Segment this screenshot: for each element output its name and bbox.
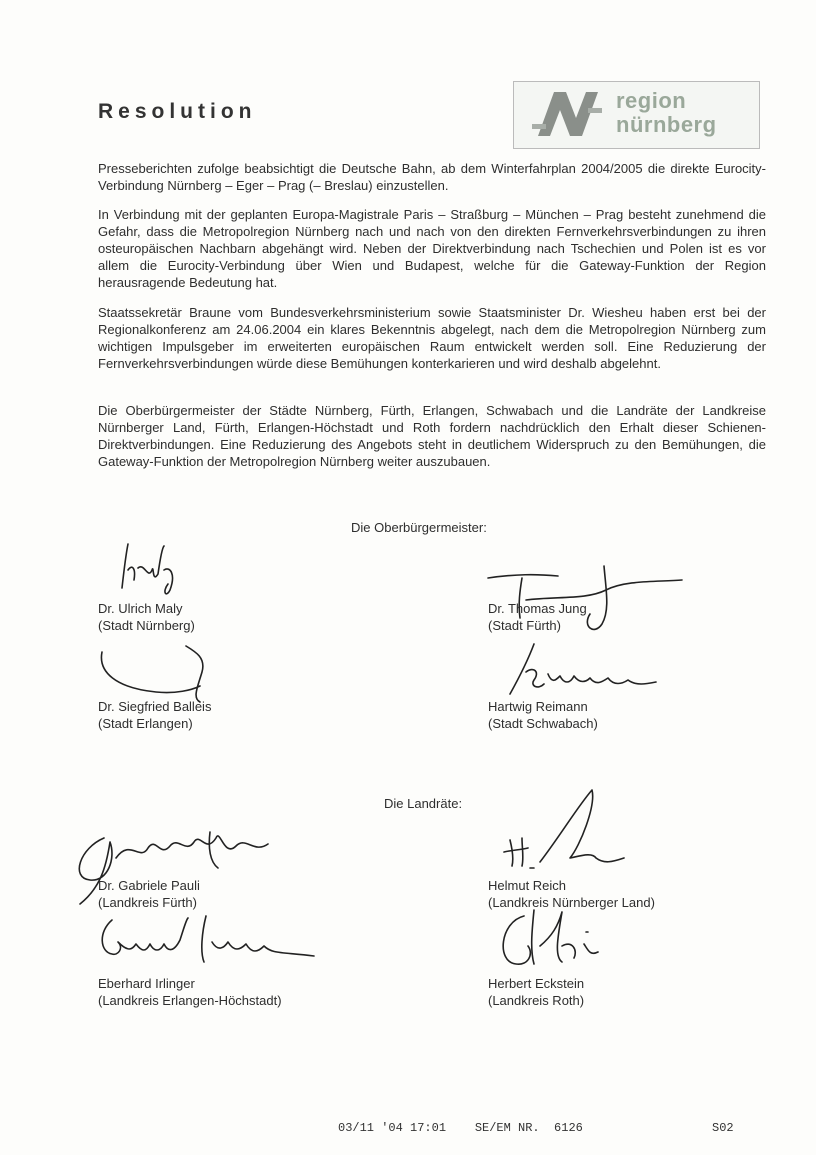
region-logo-mark-icon bbox=[528, 88, 608, 140]
district-head-4-block bbox=[488, 975, 584, 1009]
fax-transmission-footer: 03/11 '04 17:01 SE/EM NR. 6126 bbox=[338, 1121, 583, 1135]
paragraph-1: Presseberichten zufolge beabsichtigt die Deutsche Bahn, ab dem Winterfahrplan 2004/2005 die direkte Eurocity-Verbindung Nürnberg – Eger – Prag (– Breslau) einzustellen. bbox=[98, 161, 766, 193]
district-head-4-org: (Landkreis Roth) bbox=[488, 993, 585, 1008]
mayor-1-block bbox=[98, 600, 195, 634]
mayor-4-org: (Stadt Schwabach) bbox=[488, 716, 598, 731]
region-nuernberg-logo bbox=[513, 81, 760, 149]
mayor-1-name: Dr. Ulrich Maly bbox=[98, 601, 183, 616]
mayor-2-name: Dr. Thomas Jung bbox=[488, 601, 587, 616]
logo-text-nuernberg: nürnberg bbox=[616, 112, 717, 137]
logo-text-region: region bbox=[616, 88, 687, 113]
district-head-1-block bbox=[98, 877, 200, 911]
district-head-3-name: Eberhard Irlinger bbox=[98, 976, 195, 991]
document-title: Resolution bbox=[98, 100, 257, 123]
paragraph-4: Die Oberbürgermeister der Städte Nürnberg, Fürth, Erlangen, Schwabach und die Landräte der Landkreise Nürnberger Land, Fürth, Erlangen-Höchstadt und Roth fordern nachdrücklich den Erhalt dieser Schienen-Direktverbindungen. Eine Reduzierung des Angebots steht in deutlichem Widerspruch zu den Bemühungen, die Gateway-Funktion der Metropolregion Nürnberg weiter auszubauen. bbox=[98, 403, 766, 469]
mayor-3-block bbox=[98, 698, 211, 732]
signature-balleis bbox=[96, 642, 226, 704]
signature-reimann bbox=[504, 640, 664, 698]
district-head-4-name: Herbert Eckstein bbox=[488, 976, 585, 991]
fax-page-number: S02 bbox=[712, 1121, 734, 1135]
mayors-heading: Die Oberbürgermeister: bbox=[351, 520, 487, 535]
mayor-4-block bbox=[488, 698, 598, 732]
mayor-4-name: Hartwig Reimann bbox=[488, 699, 588, 714]
mayor-2-block bbox=[488, 600, 587, 634]
district-head-2-block bbox=[488, 877, 655, 911]
paragraph-3: Staatssekretär Braune vom Bundesverkehrsministerium sowie Staatsminister Dr. Wiesheu haben erst bei der Regionalkonferenz am 24.06.2004 ein klares Bekenntnis abgelegt, nach dem die Metropolregion Nürnberg zum wichtigen Impulsgeber im erweiterten europäischen Raum entwickelt werden soll. Eine Reduzierung der Fernverkehrsverbindungen würde diese Bemühungen konterkarieren und wird deshalb abgelehnt. bbox=[98, 305, 766, 371]
district-head-3-block bbox=[98, 975, 282, 1009]
signature-eckstein bbox=[492, 906, 602, 974]
district-head-3-org: (Landkreis Erlangen-Höchstadt) bbox=[98, 993, 282, 1008]
district-head-1-name: Dr. Gabriele Pauli bbox=[98, 878, 200, 893]
mayor-3-name: Dr. Siegfried Balleis bbox=[98, 699, 212, 714]
signature-reich bbox=[500, 786, 630, 872]
district-head-2-org: (Landkreis Nürnberger Land) bbox=[488, 895, 655, 910]
signature-maly bbox=[112, 540, 192, 600]
mayor-3-org: (Stadt Erlangen) bbox=[98, 716, 193, 731]
mayor-1-org: (Stadt Nürnberg) bbox=[98, 618, 195, 633]
mayor-2-org: (Stadt Fürth) bbox=[488, 618, 561, 633]
signature-irlinger bbox=[88, 912, 318, 974]
district-head-1-org: (Landkreis Fürth) bbox=[98, 895, 197, 910]
district-heads-heading: Die Landräte: bbox=[384, 796, 463, 811]
district-head-2-name: Helmut Reich bbox=[488, 878, 567, 893]
paragraph-2: In Verbindung mit der geplanten Europa-Magistrale Paris – Straßburg – München – Prag besteht zunehmend die Gefahr, dass die Metropolregion Nürnberg nach und nach von den direkten Fernverkehrsverbindungen zu ihren osteuropäischen Nachbarn abgehängt wird. Neben der Direktverbindung nach Tschechien und Polen ist es vor allem die Eurocity-Verbindung über Wien und Budapest, welche für die Gateway-Funktion der Region herausragende Bedeutung hat. bbox=[98, 207, 766, 290]
